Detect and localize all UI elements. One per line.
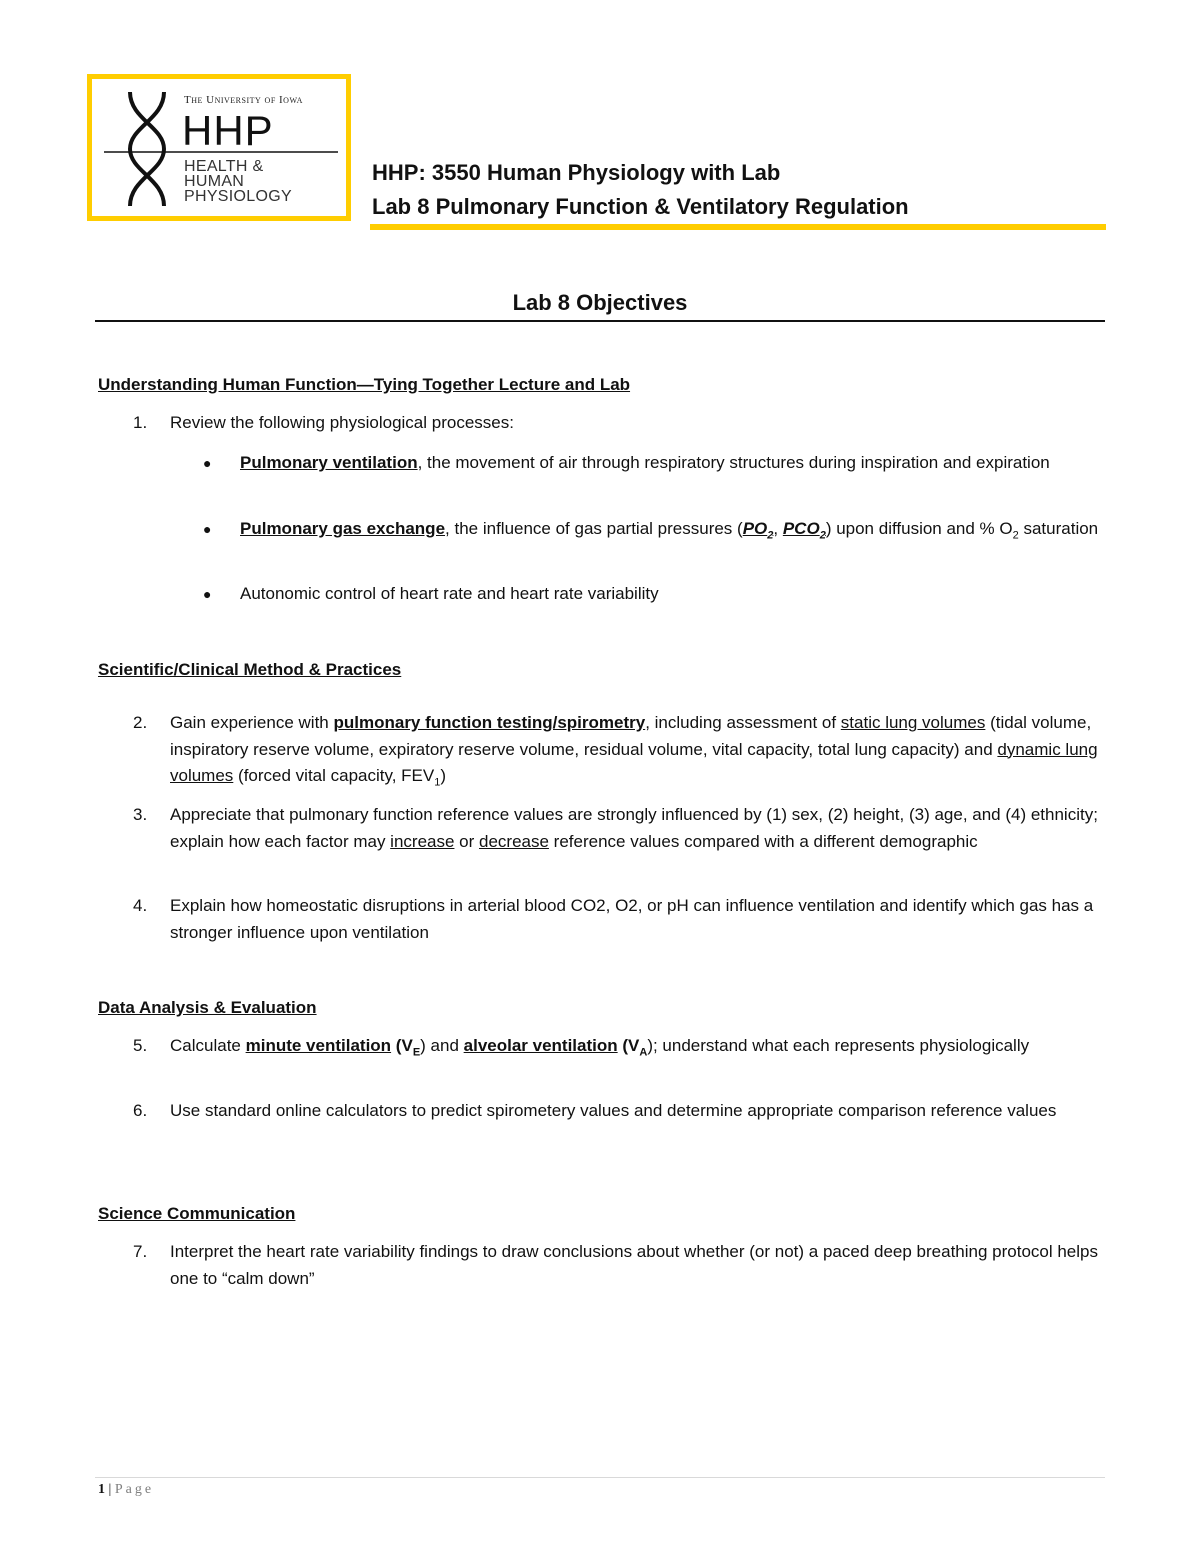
objective-item-6: Use standard online calculators to predict spirometery values and determine appropriate comparison reference values (170, 1101, 1057, 1120)
item-text: (V (617, 1036, 640, 1055)
logo-dept-line: PHYSIOLOGY (184, 188, 292, 205)
objective-item-2 (170, 710, 1105, 796)
bullet-text: saturation (1018, 519, 1099, 538)
item-number: 3. (133, 805, 148, 824)
item-number: 4. (133, 896, 148, 915)
objective-item-5 (170, 1033, 1105, 1066)
section-heading-communication: Science Communication (98, 1204, 296, 1223)
course-title: HHP: 3550 Human Physiology with Lab (372, 160, 781, 185)
item-number: 2. (133, 713, 148, 732)
bullet-autonomic-control: Autonomic control of heart rate and heart rate variability (240, 584, 659, 603)
subscript: 1 (434, 776, 441, 789)
item-text: (forced vital capacity, FEV (233, 766, 435, 785)
university-logo (87, 74, 351, 221)
footer-divider (95, 1477, 1105, 1478)
term-po2 (742, 519, 774, 542)
item-text: Gain experience with (170, 713, 334, 732)
item-text: ) (440, 766, 447, 785)
bullet-text: , the influence of gas partial pressures ( (445, 519, 743, 538)
objectives-heading: Lab 8 Objectives (512, 290, 688, 315)
item-text: or (454, 831, 479, 851)
item-text: , including assessment of (645, 713, 841, 732)
term-alveolar-ventilation: alveolar ventilation (463, 1036, 618, 1055)
lab-title: Lab 8 Pulmonary Function & Ventilatory Regulation (372, 194, 909, 219)
item-number: 6. (133, 1101, 148, 1120)
bullet-text: , the movement of air through respiratory structures during inspiration and expiration (417, 453, 1050, 472)
term-decrease: decrease (479, 831, 549, 851)
page-number-value: 1 (98, 1482, 105, 1497)
item-text: (V (391, 1036, 413, 1055)
subscript: 2 (1012, 529, 1019, 542)
objective-item-3 (170, 802, 1105, 855)
item-text: Appreciate that pulmonary function reference values are strongly influenced by (1) sex, (2) height, (3) age, and (4) ethnicity; explain how each factor may (170, 805, 1098, 851)
item-text: reference values compared with a different demographic (548, 831, 978, 851)
pco-label: PCO (782, 519, 820, 538)
logo-department (184, 159, 292, 204)
subscript: 2 (767, 529, 774, 542)
logo-university-name: The University of Iowa (184, 94, 303, 106)
term-pco2 (782, 519, 826, 542)
bullet-gas-exchange (240, 516, 1105, 548)
item-text: ) and (420, 1036, 464, 1055)
term-gas-exchange: Pulmonary gas exchange (240, 519, 446, 538)
bullet-icon: ● (203, 455, 212, 471)
logo-dept-line: HUMAN (184, 173, 245, 190)
section-heading-understanding: Understanding Human Function—Tying Together Lecture and Lab (98, 375, 631, 394)
term-pulmonary-ventilation: Pulmonary ventilation (240, 453, 418, 472)
term-dynamic-lung-volumes: dynamic lung volumes (170, 739, 1098, 785)
item-text: Calculate (170, 1036, 246, 1055)
item-number: 1. (133, 413, 148, 432)
section-heading-data-analysis: Data Analysis & Evaluation (98, 998, 317, 1017)
logo-dept-line: HEALTH & (184, 158, 264, 175)
page-label: Page (114, 1482, 155, 1497)
objective-item-7: Interpret the heart rate variability findings to draw conclusions about whether (or not) a paced deep breathing protocol helps one to “calm down” (170, 1242, 1098, 1288)
po-label: PO (742, 519, 768, 538)
item-text: ); understand what each represents physiologically (647, 1036, 1030, 1055)
bullet-icon: ● (203, 586, 212, 602)
bullet-pulmonary-ventilation (240, 450, 1105, 476)
page-number (98, 1482, 154, 1498)
term-increase: increase (390, 831, 455, 851)
item-number: 7. (133, 1242, 148, 1261)
subscript: E (412, 1046, 421, 1059)
bullet-text: , (773, 519, 783, 538)
term-spirometry: pulmonary function testing/spirometry (333, 713, 646, 732)
objective-item-4: Explain how homeostatic disruptions in arterial blood CO2, O2, or pH can influence ventilation and identify which gas has a stronger influence upon ventilation (170, 896, 1094, 942)
logo-abbreviation: HHP (182, 107, 274, 154)
page-separator: | (105, 1482, 115, 1497)
bullet-text: ) upon diffusion and % O (825, 519, 1013, 538)
objective-item-1: Review the following physiological processes: (170, 413, 514, 432)
subscript: A (639, 1046, 648, 1059)
section-heading-scientific: Scientific/Clinical Method & Practices (98, 660, 402, 679)
subscript: 2 (819, 529, 826, 542)
item-text: (tidal volume, inspiratory reserve volume, expiratory reserve volume, residual volume, vital capacity, total lung capacity) and (170, 713, 1092, 759)
objectives-divider (95, 320, 1105, 322)
header-divider (370, 224, 1106, 230)
bullet-icon: ● (203, 521, 212, 537)
term-minute-ventilation: minute ventilation (245, 1036, 392, 1055)
item-number: 5. (133, 1036, 148, 1055)
term-static-lung-volumes: static lung volumes (840, 713, 986, 732)
